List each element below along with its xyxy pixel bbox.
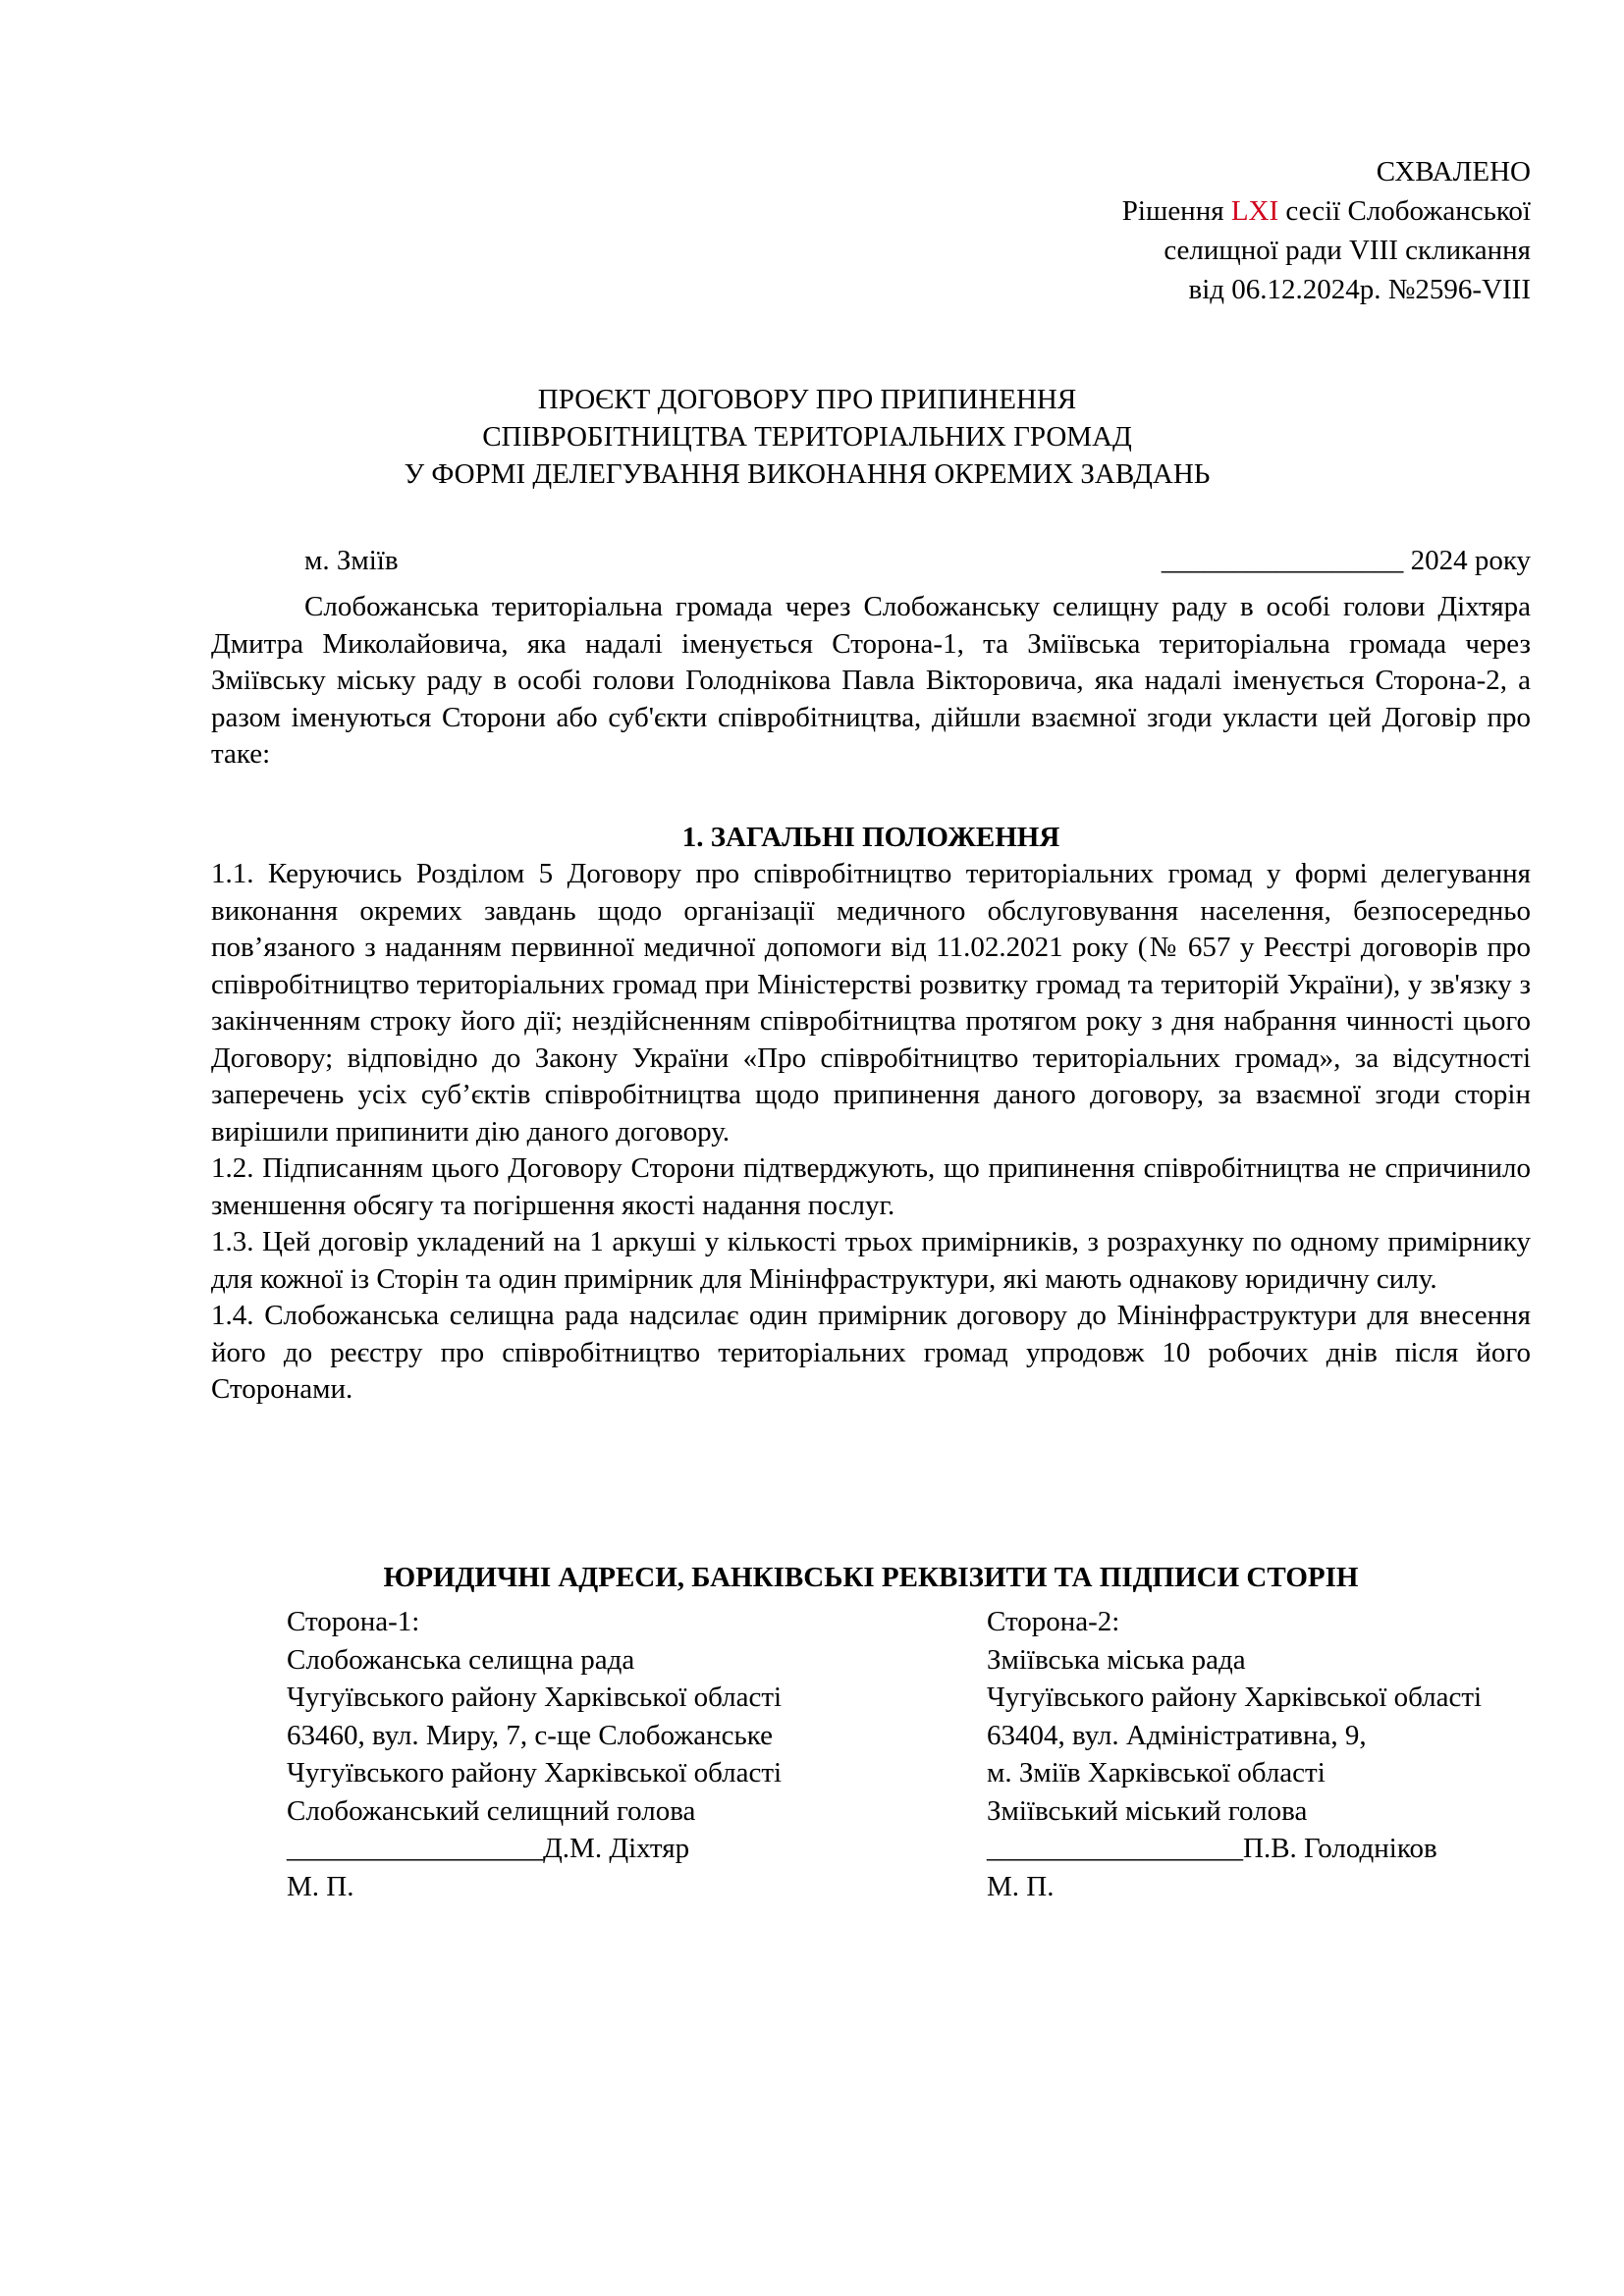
party-2-address: 63404, вул. Адміністративна, 9, <box>987 1719 1367 1751</box>
approval-decision-line <box>1122 191 1531 231</box>
party-1-district: Чугуївського району Харківської області <box>287 1682 783 1713</box>
party-1-block <box>287 1603 782 1905</box>
party-1-name: Слобожанська селищна рада <box>287 1643 635 1676</box>
approval-decision-suffix: сесії Слобожанської <box>1278 195 1531 227</box>
party-2-position: Зміївський міський голова <box>987 1794 1308 1827</box>
party-2-seal: М. П. <box>987 1870 1055 1902</box>
approval-stamp <box>1122 152 1531 309</box>
clause-1-1: 1.1. Керуючись Розділом 5 Договору про співробітництво територіальних громад у формі делегування виконання окремих завдань щодо організації медичного обслуговування населення, безпосередньо пов’язаного з наданням первинної медичної допомоги від 11.02.2021 року (№ 657 у Реєстрі договорів про співробітництво територіальних громад при Міністерстві розвитку громад та територій України), у зв'язку з закінченням строку його дії; нездійсненням співробітництва протягом року з дня набрання чинності цього Договору; відповідно до Закону України «Про співробітництво територіальних громад», за відсутності заперечень усіх суб’єктів співробітництва щодо припинення даного договору, за взаємної згоди сторін вирішили припинити дію даного договору. <box>211 858 1531 1148</box>
party-2-signature-line: __________________П.В. Голодніков <box>987 1833 1437 1864</box>
party-1-address: 63460, вул. Миру, 7, с-ще Слобожанське <box>287 1719 774 1751</box>
party-1-seal: М. П. <box>287 1870 354 1902</box>
document-date: _________________ 2024 року <box>1161 545 1531 576</box>
party-2-label: Сторона-2: <box>987 1606 1120 1637</box>
section-1-heading: 1. ЗАГАЛЬНІ ПОЛОЖЕННЯ <box>681 822 1060 853</box>
title-line-2: СПІВРОБІТНИЦТВА ТЕРИТОРІАЛЬНИХ ГРОМАД <box>482 421 1132 453</box>
title-line-1: ПРОЄКТ ДОГОВОРУ ПРО ПРИПИНЕННЯ <box>537 384 1077 415</box>
party-2-block <box>987 1603 1482 1905</box>
document-title <box>206 381 1408 493</box>
requisites-heading: ЮРИДИЧНІ АДРЕСИ, БАНКІВСЬКІ РЕКВІЗИТИ ТА ПІДПИСИ СТОРІН <box>383 1562 1359 1593</box>
approval-session-number: LXI <box>1230 195 1279 227</box>
approval-decision-prefix: Рішення <box>1121 195 1231 227</box>
party-1-label: Сторона-1: <box>287 1606 420 1637</box>
party-1-address-2: Чугуївського району Харківської області <box>287 1757 783 1789</box>
party-2-district: Чугуївського району Харківської області <box>987 1682 1483 1713</box>
approval-date-number: від 06.12.2024р. №2596-VIII <box>1188 274 1531 305</box>
party-1-signature-line: __________________Д.М. Діхтяр <box>287 1833 690 1864</box>
clause-1-2: 1.2. Підписанням цього Договору Сторони підтверджують, що припинення співробітництва не спричинило зменшення обсягу та погіршення якості надання послуг. <box>211 1152 1531 1221</box>
title-line-3: У ФОРМІ ДЕЛЕГУВАННЯ ВИКОНАННЯ ОКРЕМИХ ЗАВДАНЬ <box>404 458 1211 490</box>
clause-1-4: 1.4. Слобожанська селищна рада надсилає один примірник договору до Мінінфраструктури для внесення його до реєстру про співробітництво територіальних громад упродовж 10 робочих днів після його Сторонами. <box>211 1300 1531 1405</box>
intro-paragraph: Слобожанська територіальна громада через Слобожанську селищну раду в особі голови Діхтяра Дмитра Миколайовича, яка надалі іменується Сторона-1, та Зміївська територіальна громада через Зміївську міську раду в особі голови Голоднікова Павла Вікторовича, яка надалі іменується Сторона-2, а разом іменуються Сторони або суб'єкти співробітництва, дійшли взаємної згоди укласти цей Договір про таке: <box>211 591 1531 770</box>
party-1-position: Слобожанський селищний голова <box>287 1794 696 1827</box>
document-place: м. Зміїв <box>304 545 399 576</box>
section-1-clauses <box>211 856 1531 1409</box>
clause-1-3: 1.3. Цей договір укладений на 1 аркуші у кількості трьох примірників, з розрахунку по одному примірнику для кожної із Сторін та один примірник для Мінінфраструктури, які мають однакову юридичну силу. <box>211 1226 1531 1295</box>
approval-council-line: селищної ради VIII скликання <box>1164 235 1531 266</box>
party-2-name: Зміївська міська рада <box>987 1643 1246 1676</box>
party-2-address-2: м. Зміїв Харківської області <box>987 1757 1326 1789</box>
approval-heading: СХВАЛЕНО <box>1376 156 1531 187</box>
